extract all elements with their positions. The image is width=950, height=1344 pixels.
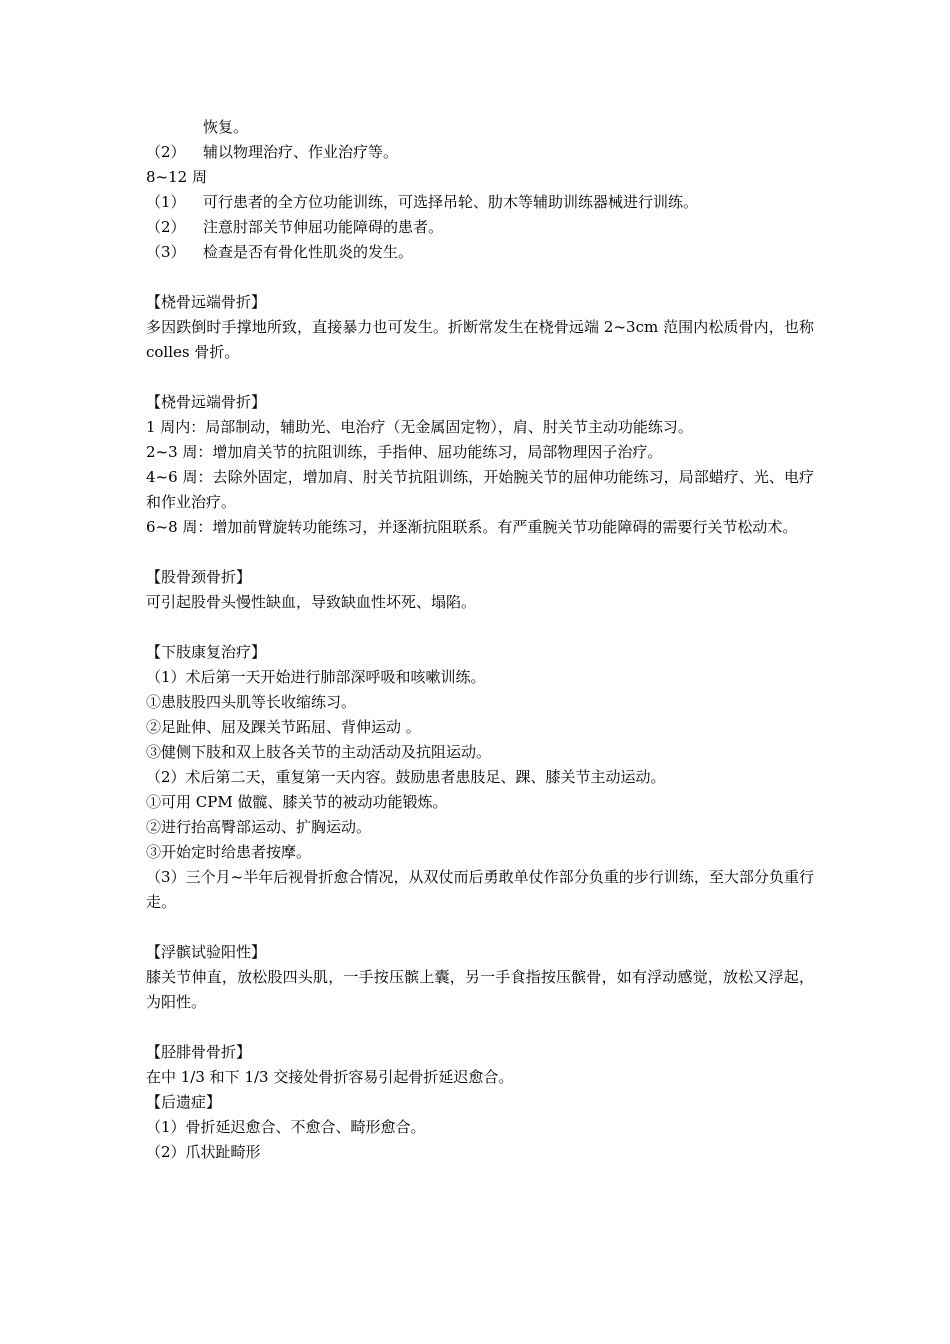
rehab-line: 4~6 周：去除外固定，增加肩、肘关节抗阻训练，开始腕关节的屈伸功能练习，局部蜡疗、光、电疗和作业治疗。 (146, 468, 814, 511)
rehab-line: （1）术后第一天开始进行肺部深呼吸和咳嗽训练。 (146, 668, 486, 686)
spacer (146, 1015, 814, 1040)
section-title-radius-fracture: 【桡骨远端骨折】 (146, 293, 267, 311)
rehab-line: ②足趾伸、屈及踝关节跖屈、背伸运动 。 (146, 718, 421, 736)
section-title-floating-patella-test: 【浮髌试验阳性】 (146, 943, 267, 961)
rehab-line: （2）术后第二天，重复第一天内容。鼓励患者患肢足、踝、膝关节主动运动。 (146, 768, 666, 786)
document-body (146, 115, 814, 1165)
spacer (146, 540, 814, 565)
section-paragraph: 多因跌倒时手撑地所致，直接暴力也可发生。折断常发生在桡骨远端 2~3cm 范围内松质骨内，也称 colles 骨折。 (146, 318, 814, 361)
section-paragraph: 在中 1/3 和下 1/3 交接处骨折容易引起骨折延迟愈合。 (146, 1068, 514, 1086)
section-title-tibia-fibula-fracture: 【胫腓骨骨折】 (146, 1043, 252, 1061)
sequelae-line: （1）骨折延迟愈合、不愈合、畸形愈合。 (146, 1118, 426, 1136)
sequelae-line: （2）爪状趾畸形 (146, 1143, 261, 1161)
section-title-lower-limb-rehab: 【下肢康复治疗】 (146, 643, 267, 661)
spacer (146, 615, 814, 640)
list-item-number: （1） (146, 193, 186, 211)
rehab-line: ①可用 CPM 做髋、膝关节的被动功能锻炼。 (146, 793, 448, 811)
spacer (146, 915, 814, 940)
list-item-number: （3） (146, 243, 186, 261)
spacer (146, 265, 814, 290)
rehab-line: （3）三个月~半年后视骨折愈合情况，从双仗而后勇敢单仗作部分负重的步行训练，至大部分负重行走。 (146, 868, 814, 911)
list-item (146, 215, 814, 240)
list-item-number: （2） (146, 218, 186, 236)
rehab-line: 2~3 周：增加肩关节的抗阻训练，手指伸、屈功能练习，局部物理因子治疗。 (146, 443, 663, 461)
section-heading-8-12-weeks: 8~12 周 (146, 168, 207, 186)
rehab-line: 6~8 周：增加前臂旋转功能练习，并逐渐抗阻联系。有严重腕关节功能障碍的需要行关节松动术。 (146, 518, 798, 536)
intro-continuation: 恢复。 (203, 118, 249, 136)
spacer (146, 365, 814, 390)
list-item (146, 190, 814, 215)
rehab-line: ①患肢股四头肌等长收缩练习。 (146, 693, 357, 711)
list-item-text: 辅以物理治疗、作业治疗等。 (203, 143, 399, 161)
list-item (146, 240, 814, 265)
section-title-femoral-neck-fracture: 【股骨颈骨折】 (146, 568, 252, 586)
list-item-text: 注意肘部关节伸屈功能障碍的患者。 (203, 218, 444, 236)
rehab-line: ③健侧下肢和双上肢各关节的主动活动及抗阻运动。 (146, 743, 492, 761)
rehab-line: ③开始定时给患者按摩。 (146, 843, 312, 861)
list-item (146, 140, 814, 165)
section-paragraph: 膝关节伸直，放松股四头肌，一手按压髌上囊，另一手食指按压髌骨，如有浮动感觉，放松又浮起，为阳性。 (146, 968, 814, 1011)
section-paragraph: 可引起股骨头慢性缺血，导致缺血性坏死、塌陷。 (146, 593, 477, 611)
list-item-number: （2） (146, 143, 186, 161)
section-title-sequelae: 【后遗症】 (146, 1093, 222, 1111)
list-item-text: 检查是否有骨化性肌炎的发生。 (203, 243, 414, 261)
list-item-text: 可行患者的全方位功能训练，可选择吊轮、肋木等辅助训练器械进行训练。 (203, 193, 699, 211)
rehab-line: 1 周内：局部制动，辅助光、电治疗（无金属固定物），肩、肘关节主动功能练习。 (146, 418, 693, 436)
section-title-radius-fracture-rehab: 【桡骨远端骨折】 (146, 393, 267, 411)
rehab-line: ②进行抬高臀部运动、扩胸运动。 (146, 818, 372, 836)
